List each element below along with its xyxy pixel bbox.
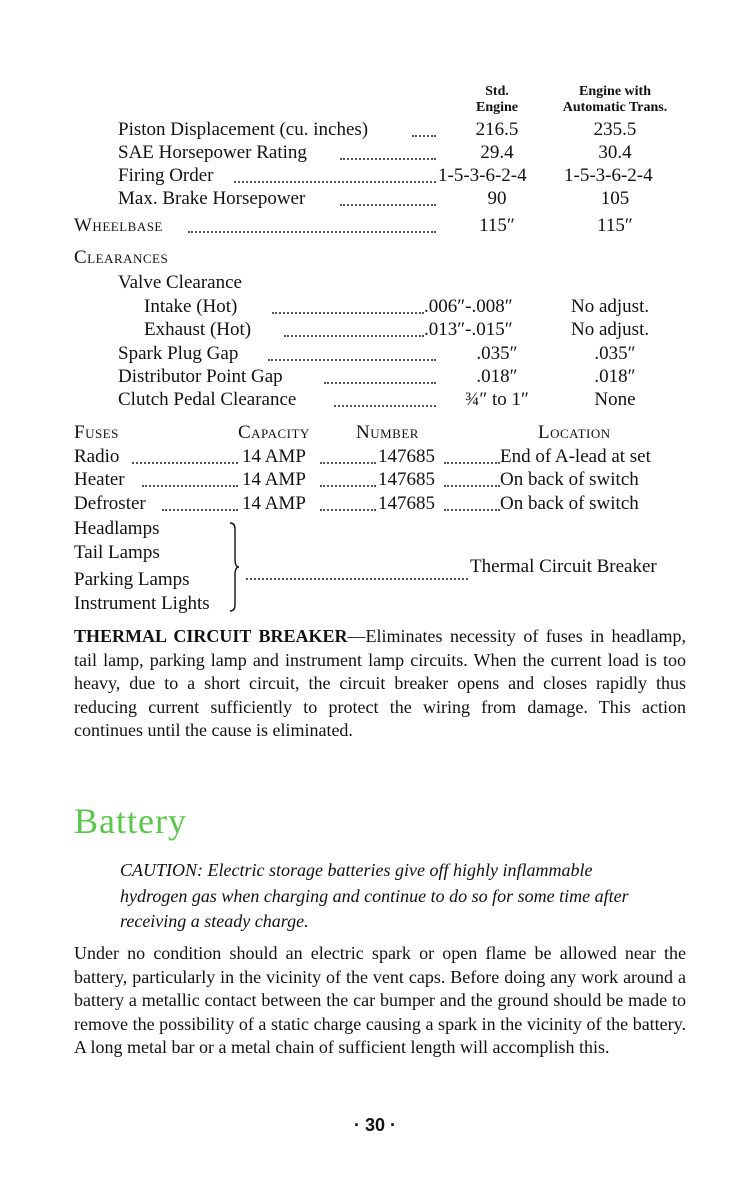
clearance-label: Spark Plug Gap	[118, 343, 239, 364]
fuse-location: On back of switch	[500, 493, 639, 514]
thermal-breaker-lead: THERMAL CIRCUIT BREAKER	[74, 626, 348, 646]
auto-header-line2: Automatic Trans.	[562, 100, 668, 115]
clearance-label: Distributor Point Gap	[118, 366, 283, 387]
curly-brace	[228, 521, 240, 613]
auto-trans-header	[540, 84, 690, 116]
wheelbase-std-value: 115″	[479, 215, 515, 236]
caution-note: CAUTION: Electric storage batteries give off highly inflammable hydrogen gas when charging and continue to do so for some time after receiving a steady charge.	[120, 860, 629, 931]
fuse-name: Heater	[74, 469, 125, 490]
section-title-battery: Battery	[74, 801, 187, 841]
fuse-number: 147685	[378, 446, 435, 467]
spec-std-value: 29.4	[480, 142, 514, 163]
breaker-item: Parking Lamps	[74, 569, 190, 590]
location-header: Location	[538, 422, 611, 443]
fuse-number: 147685	[378, 493, 435, 514]
spec-auto-value: 235.5	[593, 119, 637, 140]
clearance-label: Clutch Pedal Clearance	[118, 389, 297, 410]
breaker-label: Thermal Circuit Breaker	[470, 556, 657, 577]
clearance-std-value: .006″-.008″	[424, 296, 513, 317]
clearances-heading: Clearances	[74, 247, 169, 268]
std-engine-header	[452, 84, 542, 116]
fuse-capacity: 14 AMP	[242, 446, 306, 467]
thermal-breaker-paragraph	[74, 625, 686, 743]
std-header-line1: Std.	[485, 84, 509, 99]
clearance-auto-value: None	[594, 389, 636, 410]
battery-body-paragraph: Under no condition should an electric spark or open flame be allowed near the battery, particularly in the vicinity of the vent caps. Before doing any work around a battery a metallic contact between the car bumper and the ground should be made to remove the possibility of a static charge causing a spark in the vicinity of the battery. A long metal bar or a metal chain of sufficient length will accomplish this.	[74, 943, 686, 1057]
capacity-header: Capacity	[238, 422, 310, 443]
auto-header-line1: Engine with	[579, 84, 651, 99]
clearance-std-value: .035″	[476, 343, 518, 364]
clearance-auto-value: .035″	[594, 343, 636, 364]
spec-auto-value: 105	[600, 188, 630, 209]
fuses-header: Fuses	[74, 422, 119, 443]
spec-label: Max. Brake Horsepower	[118, 188, 306, 209]
clearance-auto-value: No adjust.	[571, 319, 650, 340]
std-header-line2: Engine	[475, 100, 518, 115]
clearance-label: Intake (Hot)	[144, 296, 238, 317]
number-header: Number	[356, 422, 419, 443]
spec-std-value: 216.5	[475, 119, 519, 140]
spec-auto-value: 30.4	[598, 142, 632, 163]
clearance-std-value: .013″-.015″	[424, 319, 513, 340]
clearance-std-value: .018″	[476, 366, 518, 387]
fuse-number: 147685	[378, 469, 435, 490]
fuse-capacity: 14 AMP	[242, 493, 306, 514]
spec-label: SAE Horsepower Rating	[118, 142, 307, 163]
spec-label: Firing Order	[118, 165, 214, 186]
wheelbase-auto-value: 115″	[597, 215, 633, 236]
spec-std-value: 1-5-3-6-2-4	[438, 165, 527, 186]
breaker-item: Tail Lamps	[74, 542, 160, 563]
fuse-capacity: 14 AMP	[242, 469, 306, 490]
fuse-name: Radio	[74, 446, 120, 467]
clearance-std-value: ¾″ to 1″	[465, 389, 529, 410]
breaker-item: Headlamps	[74, 518, 160, 539]
breaker-item: Instrument Lights	[74, 593, 210, 614]
clearance-auto-value: No adjust.	[571, 296, 650, 317]
fuse-name: Defroster	[74, 493, 146, 514]
spec-std-value: 90	[487, 188, 507, 209]
fuse-location: On back of switch	[500, 469, 639, 490]
fuse-location: End of A-lead at set	[500, 446, 651, 467]
clearance-auto-value: .018″	[594, 366, 636, 387]
spec-label: Piston Displacement (cu. inches)	[118, 119, 369, 140]
wheelbase-label: Wheelbase	[74, 215, 163, 236]
thermal-breaker-text: —Eliminates necessity of fuses in headlamp, tail lamp, parking lamp and instrument lamp circuits. When the current load is too heavy, due to a short circuit, the circuit breaker opens and closes rapidly thus reducing current sufficiently to protect the wiring from damage. This action continues until the cause is eliminated.	[74, 626, 687, 740]
clearance-label: Exhaust (Hot)	[144, 319, 252, 340]
spec-auto-value: 1-5-3-6-2-4	[564, 165, 653, 186]
page-number: · 30 ·	[353, 1115, 396, 1135]
valve-clearance-heading: Valve Clearance	[118, 272, 242, 293]
